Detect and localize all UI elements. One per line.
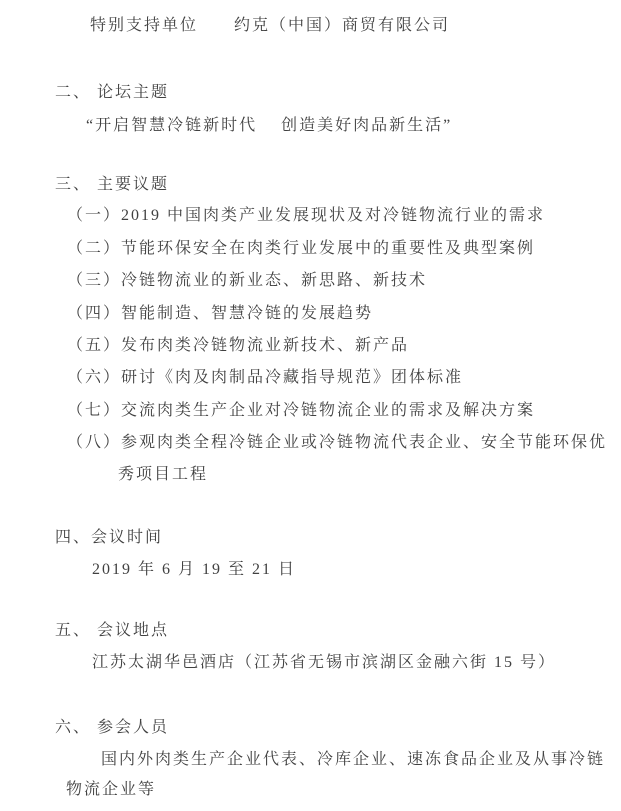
section-heading-forum-theme: 二、 论坛主题 [55,84,170,101]
topic-item-5: （五）发布肉类冷链物流业新技术、新产品 [67,337,410,354]
topic-item-7: （七）交流肉类生产企业对冷链物流企业的需求及解决方案 [67,402,536,419]
forum-theme-quote: “开启智慧冷链新时代 创造美好肉品新生活” [86,117,453,134]
topic-item-1: （一）2019 中国肉类产业发展现状及对冷链物流行业的需求 [67,207,546,224]
topic-item-8-continuation: 秀项目工程 [118,466,209,483]
meeting-place-value: 江苏太湖华邑酒店（江苏省无锡市滨湖区金融六街 15 号） [92,654,557,671]
section-heading-participants: 六、 参会人员 [55,719,170,736]
topic-item-2: （二）节能环保安全在肉类行业发展中的重要性及典型案例 [67,240,536,257]
participants-line-1: 国内外肉类生产企业代表、冷库企业、速冻食品企业及从事冷链 [101,751,606,768]
section-heading-meeting-place: 五、 会议地点 [55,622,170,639]
topic-item-6: （六）研讨《肉及肉制品冷藏指导规范》团体标准 [67,369,464,386]
topic-item-8: （八）参观肉类全程冷链企业或冷链物流代表企业、安全节能环保优 [67,434,608,451]
section-heading-main-topics: 三、 主要议题 [55,176,170,193]
topic-item-4: （四）智能制造、智慧冷链的发展趋势 [67,305,374,322]
section-heading-meeting-time: 四、会议时间 [55,529,164,546]
special-support-line: 特别支持单位 约克（中国）商贸有限公司 [90,17,451,34]
participants-line-2: 物流企业等 [66,781,157,798]
meeting-time-value: 2019 年 6 月 19 至 21 日 [92,561,297,578]
topic-item-3: （三）冷链物流业的新业态、新思路、新技术 [67,272,428,289]
